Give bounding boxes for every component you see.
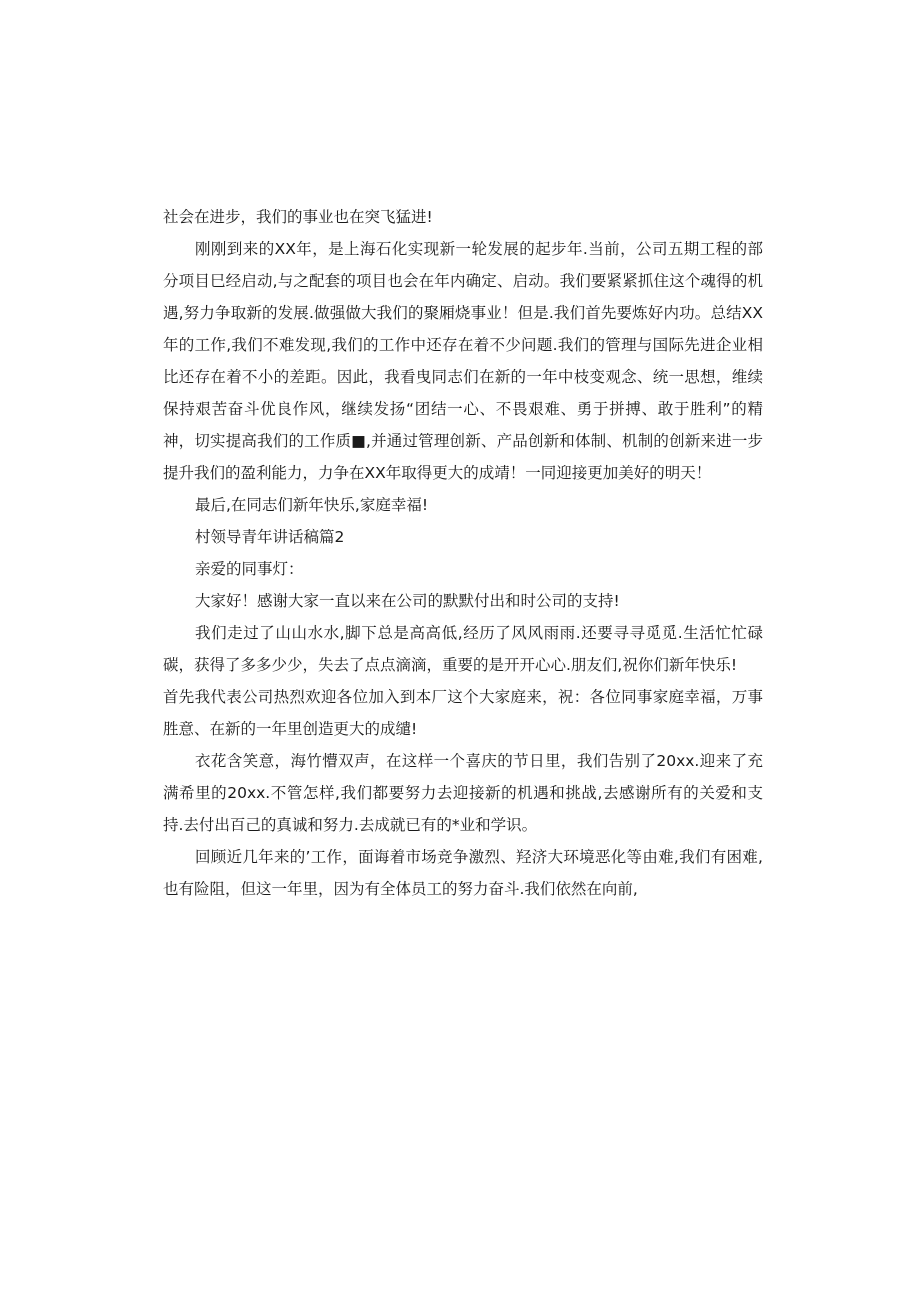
section-heading: 村领导青年讲话稿篇2 bbox=[195, 528, 345, 546]
paragraph: 社会在进步，我们的事业也在突飞猛进! bbox=[163, 208, 433, 226]
paragraph: 回顾近几年来的’工作，面诲着市场竞争激烈、羟济大环境恶化等由难,我们有困难,也有险阻，但这一年里，因为有全体员工的努力奋斗.我们依然在向前, bbox=[163, 848, 763, 898]
paragraph: 衣花含笑意，海竹懵双声，在这样一个喜庆的节日里，我们告别了20xx.迎来了充满希里的20xx.不管怎样,我们都要努力去迎接新的机遇和挑战,去感谢所有的关爱和支持.去付出百己的真诚和努力.去成就已有的*业和学识。 bbox=[163, 752, 763, 834]
paragraph: 我们走过了山山水水,脚下总是高高低,经历了风风雨雨.还要寻寻觅觅.生活忙忙碌碳，获得了多多少少，失去了点点滴滴，重要的是开开心心.朋友们,祝你们新年快乐! bbox=[163, 624, 763, 674]
salutation: 亲爱的同事灯： bbox=[195, 560, 304, 578]
paragraph: 最后,在同志们新年快乐,家庭幸福! bbox=[195, 496, 429, 514]
paragraph: 大家好！感谢大家一直以来在公司的默默付出和时公司的支持! bbox=[195, 592, 620, 610]
paragraph: 刚刚到来的XX年，是上海石化实现新一轮发展的起步年.当前，公司五期工程的部分项目巳经启动,与之配套的项目也会在年内确定、启动。我们要紧紧抓住这个魂得的机遇,努力争取新的发展.做强做大我们的聚厢烧事业！但是.我们首先要炼好内功。总结XX年的工作,我们不难发现,我们的工作中还存在着不少问题.我们的管理与国际先进企业相比还存在着不小的差距。因此，我看曳同志们在新的一年中枝变观念、统一思想，维续保持艰苦奋斗优良作风，继续发扬“团结一心、不畏艰难、勇于拼搏、敢于胜利”的精神，切实提高我们的工作质■,并通过管理创新、产品创新和体制、机制的创新来进一步提升我们的盈利能力，力争在XX年取得更大的成靖！一同迎接更加美好的明天！ bbox=[163, 240, 763, 482]
document-body bbox=[163, 201, 763, 905]
paragraph: 首先我代表公司热烈欢迎各位加入到本厂这个大家庭来，祝：各位同事家庭幸福，万事胜意、在新的一年里创造更大的成缱! bbox=[163, 688, 763, 738]
